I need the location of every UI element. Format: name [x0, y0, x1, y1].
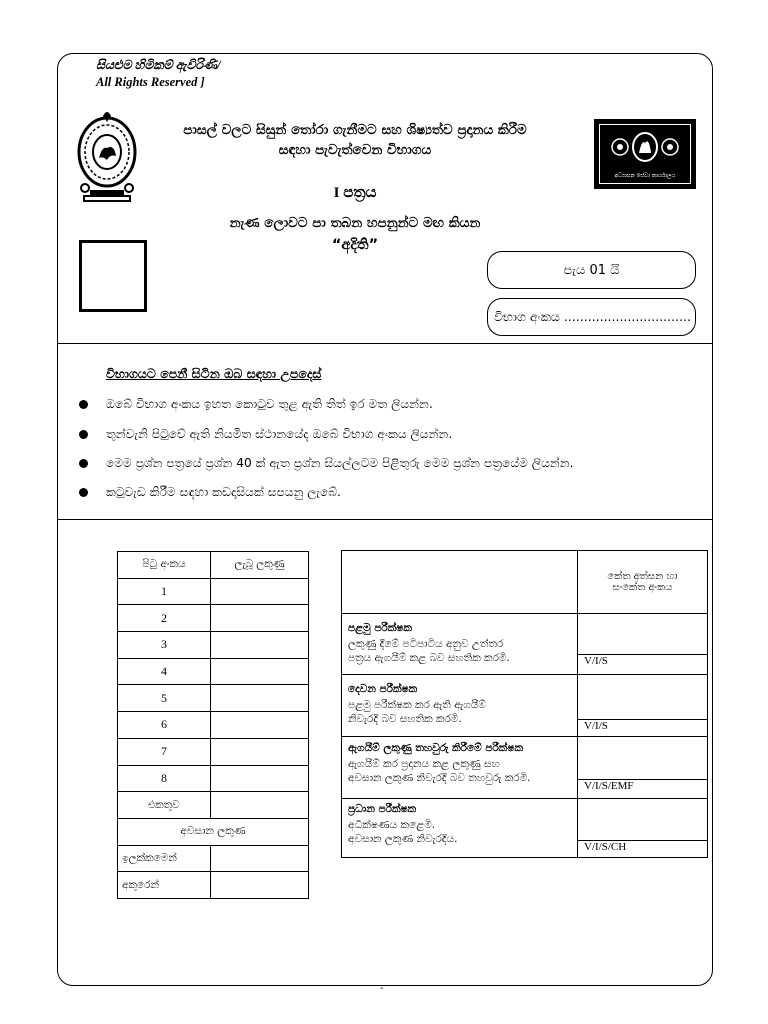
- national-emblem-logo: [72, 110, 142, 206]
- marks-cell[interactable]: [211, 738, 309, 765]
- instruction-item: තුන්වැනි පිටුවේ ඇති නියමිත ස්ථානයේද ඔබේ විභාග අංකය ලියන්න.: [79, 427, 452, 442]
- instruction-item: ඔබේ විභාග අංකය ඉහත කොටුව තුළ ඇති තිත් ඉර මත ලියන්න.: [79, 397, 433, 412]
- bullet-icon: [79, 488, 88, 497]
- instructions-title: විභාගයට පෙනී සිටින ඔබ සඳහා උපදෙස්: [106, 366, 322, 381]
- paper-subtitle: නැණ ලොවට පා තබන හපනුන්ට මඟ කියන: [229, 215, 481, 231]
- exam-title-line2: සඳහා පැවැත්වෙන විභාගය: [278, 142, 432, 158]
- page-footer-mark: -: [380, 983, 384, 994]
- in-words-cell[interactable]: [211, 872, 309, 899]
- examiner-header-blank: [342, 551, 578, 614]
- marks-table: [117, 551, 309, 899]
- examiner-code: V/I/S: [578, 720, 708, 737]
- table-row: 6: [118, 712, 309, 739]
- table-row: 4: [118, 658, 309, 685]
- final-row: [118, 818, 309, 845]
- examiner-header: කේත අත්සන හා සංකේත අංකය: [578, 551, 708, 614]
- paper-number: I පත්‍රය: [333, 185, 377, 201]
- section-divider: [57, 343, 713, 344]
- table-row: 7: [118, 738, 309, 765]
- paper-name: “අදිති”: [331, 237, 379, 253]
- marks-cell[interactable]: [211, 685, 309, 712]
- table-row: 8: [118, 765, 309, 792]
- section-divider: [57, 519, 713, 520]
- instruction-item: කටුවැඩ කිරීම සඳහා කඩදාසියක් සපයනු ලැබේ.: [79, 485, 341, 500]
- copyright-english: All Rights Reserved ]: [96, 75, 205, 89]
- signature-cell[interactable]: [578, 799, 708, 841]
- total-row: [118, 792, 309, 819]
- total-cell[interactable]: [211, 792, 309, 819]
- examiner-table: [341, 550, 708, 858]
- duration-label: පැය 01 යි: [487, 251, 696, 289]
- examiner-code: V/I/S/CH: [578, 841, 708, 858]
- instruction-item: මෙම ප්‍රශ්න පත්‍රයේ ප්‍රශ්න 40 ක් ඇත ප්‍රශ්න සියල්ලටම පිළිතුරු මෙම ප්‍රශ්න පත්‍රයේම ලියන්න.: [79, 456, 574, 471]
- table-row: 5: [118, 685, 309, 712]
- examiner-section: දෙවන පරීක්ෂක පළමු පරීක්ෂක කර ඇති ඇගයීම් නිවැරදි බව සහතික කරමි.: [342, 675, 578, 737]
- examiner-section: ප්‍රධාන පරීක්ෂක අධීක්ෂණය කළෙමි. අවසාන ලකුණ නිවැරදිය.: [342, 799, 578, 858]
- index-number-box[interactable]: [79, 240, 147, 312]
- marks-cell[interactable]: [211, 765, 309, 792]
- signature-cell[interactable]: [578, 614, 708, 655]
- examiner-code: V/I/S: [578, 655, 708, 675]
- table-row: 3: [118, 632, 309, 659]
- table-row: 2: [118, 605, 309, 632]
- examiner-section: ඇගයීම් ලකුණු තහවුරු කිරීමේ පරීක්ෂක ඇගයීම් කර ප්‍රදානය කළ ලකුණු සහ අවසාන ලකුණ නිවැරදි බව තහවුරු කරමි.: [342, 737, 578, 799]
- bullet-icon: [79, 400, 88, 409]
- total-label: එකතුව: [118, 792, 211, 819]
- marks-cell[interactable]: [211, 605, 309, 632]
- col-header-page: පිටු අංකය: [118, 552, 211, 579]
- in-numbers-label: ඉලක්කමෙන්: [118, 845, 211, 872]
- exam-title-line1: පාසල් වලට සිසුන් තෝරා ගැනීමට සහ ශිෂ්‍යත්ව ප්‍රදානය කිරීම: [183, 122, 527, 138]
- index-number-field[interactable]: විභාග අංකය ................................: [487, 298, 696, 336]
- marks-cell[interactable]: [211, 578, 309, 605]
- numbers-row: [118, 845, 309, 872]
- final-label: අවසාන ලකුණ: [118, 818, 309, 845]
- words-row: [118, 872, 309, 899]
- marks-cell[interactable]: [211, 658, 309, 685]
- signature-cell[interactable]: [578, 675, 708, 720]
- marks-cell[interactable]: [211, 712, 309, 739]
- marks-cell[interactable]: [211, 632, 309, 659]
- bullet-icon: [79, 430, 88, 439]
- office-logo: [594, 119, 696, 189]
- office-logo-caption: අධ්‍යාපන සේවා කාර්යාලය: [614, 173, 676, 179]
- copyright-sinhala: සියළුම හිමිකම් ඇවිරිණි/: [96, 58, 221, 72]
- table-row: 1: [118, 578, 309, 605]
- in-words-label: අකුරෙන්: [118, 872, 211, 899]
- copyright-notice: [96, 57, 221, 91]
- bullet-icon: [79, 459, 88, 468]
- examiner-code: V/I/S/EMF: [578, 780, 708, 799]
- in-numbers-cell[interactable]: [211, 845, 309, 872]
- signature-cell[interactable]: [578, 737, 708, 780]
- col-header-marks: ලැබූ ලකුණු: [211, 552, 309, 579]
- examiner-section: පළමු පරීක්ෂක ලකුණු දීමේ පටිපාටිය අනුව උත්තර පත්‍රය ඇගයීම් කළ බව සහතික කරමි.: [342, 614, 578, 675]
